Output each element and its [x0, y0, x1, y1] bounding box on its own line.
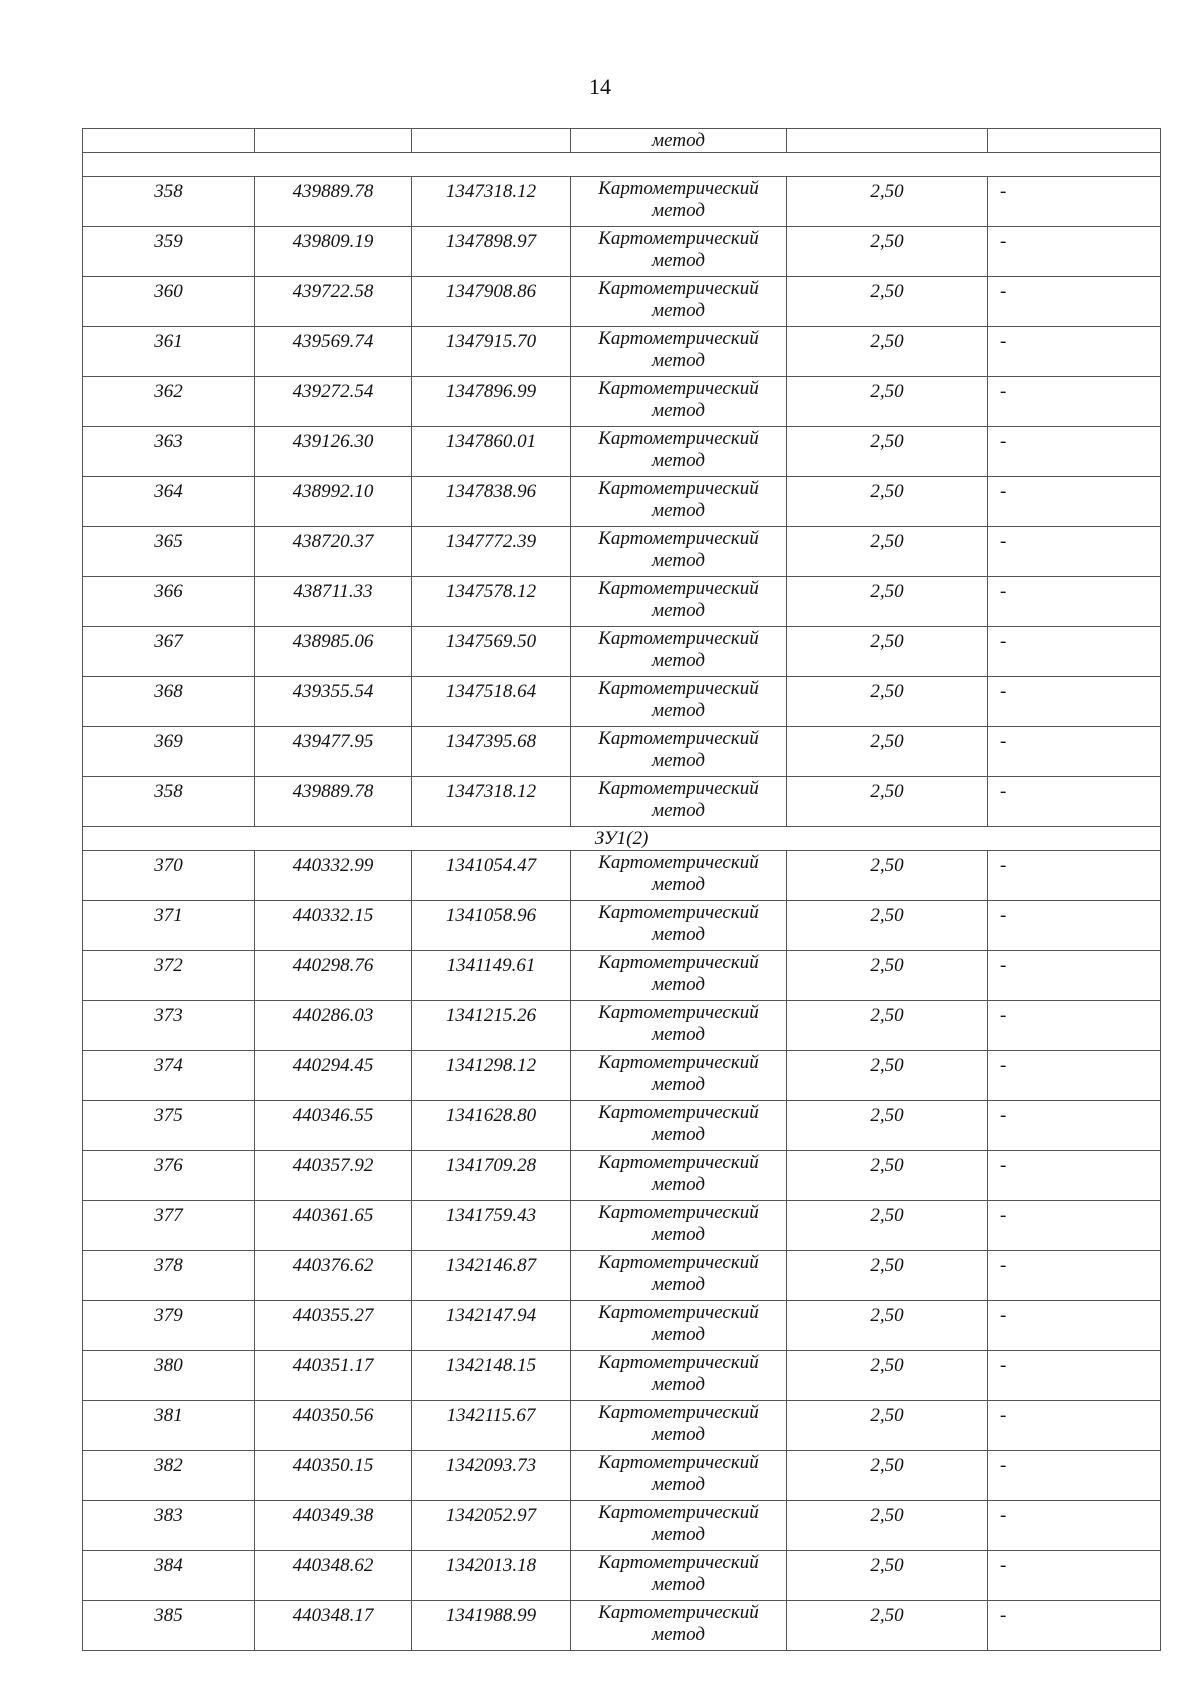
y-coordinate: 1347318.12	[412, 777, 571, 827]
method-cell	[571, 1101, 787, 1151]
x-coordinate: 440351.17	[255, 1351, 412, 1401]
table-row	[83, 1601, 1161, 1651]
point-number: 358	[83, 177, 255, 227]
note-cell: -	[988, 627, 1161, 677]
note-cell: -	[988, 327, 1161, 377]
note-cell: -	[988, 1401, 1161, 1451]
note-cell: -	[988, 177, 1161, 227]
note-cell: -	[988, 1501, 1161, 1551]
table-row	[83, 1551, 1161, 1601]
method-cell	[571, 951, 787, 1001]
method-line-1: Картометрический	[598, 628, 759, 649]
x-coordinate: 440357.92	[255, 1151, 412, 1201]
y-coordinate: 1342093.73	[412, 1451, 571, 1501]
note-cell: -	[988, 1301, 1161, 1351]
method-cell	[571, 1451, 787, 1501]
method-cell	[571, 227, 787, 277]
x-coordinate: 439126.30	[255, 427, 412, 477]
method-line-1: Картометрический	[598, 1602, 759, 1623]
point-number: 377	[83, 1201, 255, 1251]
table-row	[83, 901, 1161, 951]
y-coordinate: 1347772.39	[412, 527, 571, 577]
x-coordinate: 440376.62	[255, 1251, 412, 1301]
y-coordinate: 1342147.94	[412, 1301, 571, 1351]
cell	[787, 129, 988, 153]
x-coordinate: 440355.27	[255, 1301, 412, 1351]
method-line-1: Картометрический	[598, 228, 759, 249]
table-row	[83, 1051, 1161, 1101]
method-line-1: Картометрический	[598, 428, 759, 449]
y-coordinate: 1341709.28	[412, 1151, 571, 1201]
x-coordinate: 440346.55	[255, 1101, 412, 1151]
accuracy-value: 2,50	[787, 1101, 988, 1151]
point-number: 370	[83, 851, 255, 901]
continuation-row	[83, 129, 1161, 153]
method-line-1: Картометрический	[598, 178, 759, 199]
method-cell	[571, 1551, 787, 1601]
table-row	[83, 1201, 1161, 1251]
x-coordinate: 439355.54	[255, 677, 412, 727]
method-line-1: Картометрический	[598, 578, 759, 599]
point-number: 365	[83, 527, 255, 577]
method-cell	[571, 727, 787, 777]
x-coordinate: 438992.10	[255, 477, 412, 527]
x-coordinate: 439272.54	[255, 377, 412, 427]
method-cell	[571, 1301, 787, 1351]
note-cell: -	[988, 277, 1161, 327]
method-cell	[571, 1251, 787, 1301]
page-number: 14	[589, 74, 611, 99]
x-coordinate: 439477.95	[255, 727, 412, 777]
method-cell	[571, 1051, 787, 1101]
method-line-2: метод	[652, 1624, 705, 1645]
note-cell: -	[988, 527, 1161, 577]
point-number: 368	[83, 677, 255, 727]
method-line-1: Картометрический	[598, 1552, 759, 1573]
table-row	[83, 427, 1161, 477]
method-line-2: метод	[652, 200, 705, 221]
table-row	[83, 177, 1161, 227]
method-line-1: Картометрический	[598, 278, 759, 299]
accuracy-value: 2,50	[787, 627, 988, 677]
method-line-2: метод	[652, 1474, 705, 1495]
table-row	[83, 277, 1161, 327]
note-cell: -	[988, 1051, 1161, 1101]
method-cell	[571, 1601, 787, 1651]
method-line-2: метод	[652, 1424, 705, 1445]
table-row	[83, 1301, 1161, 1351]
point-number: 384	[83, 1551, 255, 1601]
y-coordinate: 1341298.12	[412, 1051, 571, 1101]
y-coordinate: 1347860.01	[412, 427, 571, 477]
method-line-1: Картометрический	[598, 1152, 759, 1173]
method-line-2: метод	[652, 250, 705, 271]
method-line-1: Картометрический	[598, 852, 759, 873]
point-number: 374	[83, 1051, 255, 1101]
x-coordinate: 440361.65	[255, 1201, 412, 1251]
point-number: 383	[83, 1501, 255, 1551]
method-line-1: Картометрический	[598, 478, 759, 499]
x-coordinate: 440349.38	[255, 1501, 412, 1551]
y-coordinate: 1347578.12	[412, 577, 571, 627]
point-number: 385	[83, 1601, 255, 1651]
note-cell: -	[988, 677, 1161, 727]
method-line-2: метод	[652, 450, 705, 471]
section-label: ЗУ1(2)	[83, 827, 1161, 851]
method-cell	[571, 277, 787, 327]
note-cell: -	[988, 1201, 1161, 1251]
method-cell	[571, 577, 787, 627]
method-line-1: Картометрический	[598, 1102, 759, 1123]
accuracy-value: 2,50	[787, 1151, 988, 1201]
y-coordinate: 1347838.96	[412, 477, 571, 527]
table-row	[83, 577, 1161, 627]
accuracy-value: 2,50	[787, 1251, 988, 1301]
note-cell: -	[988, 1451, 1161, 1501]
note-cell: -	[988, 1601, 1161, 1651]
y-coordinate: 1347518.64	[412, 677, 571, 727]
accuracy-value: 2,50	[787, 277, 988, 327]
table-row	[83, 1501, 1161, 1551]
accuracy-value: 2,50	[787, 951, 988, 1001]
cell	[412, 129, 571, 153]
note-cell: -	[988, 777, 1161, 827]
method-cell	[571, 627, 787, 677]
blank-section-cell	[83, 153, 1161, 177]
table-row	[83, 477, 1161, 527]
x-coordinate: 439569.74	[255, 327, 412, 377]
method-line-1: Картометрический	[598, 902, 759, 923]
table-row	[83, 1451, 1161, 1501]
method-line-2: метод	[652, 1374, 705, 1395]
point-number: 378	[83, 1251, 255, 1301]
method-cell: метод	[571, 129, 787, 153]
coordinates-table	[82, 128, 1161, 1651]
method-line-1: Картометрический	[598, 1452, 759, 1473]
accuracy-value: 2,50	[787, 1301, 988, 1351]
y-coordinate: 1342013.18	[412, 1551, 571, 1601]
note-cell: -	[988, 227, 1161, 277]
method-line-2: метод	[652, 550, 705, 571]
y-coordinate: 1347898.97	[412, 227, 571, 277]
accuracy-value: 2,50	[787, 1351, 988, 1401]
accuracy-value: 2,50	[787, 777, 988, 827]
method-line-2: метод	[652, 500, 705, 521]
note-cell: -	[988, 577, 1161, 627]
point-number: 380	[83, 1351, 255, 1401]
method-line-1: Картометрический	[598, 952, 759, 973]
table-row	[83, 727, 1161, 777]
method-line-2: метод	[652, 300, 705, 321]
x-coordinate: 440332.15	[255, 901, 412, 951]
table-row	[83, 327, 1161, 377]
accuracy-value: 2,50	[787, 577, 988, 627]
note-cell: -	[988, 1551, 1161, 1601]
method-cell	[571, 677, 787, 727]
x-coordinate: 438985.06	[255, 627, 412, 677]
y-coordinate: 1347318.12	[412, 177, 571, 227]
table-row	[83, 527, 1161, 577]
method-line-2: метод	[652, 350, 705, 371]
method-line-2: метод	[652, 1024, 705, 1045]
method-line-1: Картометрический	[598, 378, 759, 399]
y-coordinate: 1347896.99	[412, 377, 571, 427]
y-coordinate: 1341058.96	[412, 901, 571, 951]
y-coordinate: 1347908.86	[412, 277, 571, 327]
method-cell	[571, 1001, 787, 1051]
note-cell: -	[988, 901, 1161, 951]
x-coordinate: 438711.33	[255, 577, 412, 627]
method-line-2: метод	[652, 1074, 705, 1095]
method-line-2: метод	[652, 1174, 705, 1195]
point-number: 379	[83, 1301, 255, 1351]
note-cell: -	[988, 377, 1161, 427]
method-line-2: метод	[652, 1574, 705, 1595]
table-row	[83, 851, 1161, 901]
x-coordinate: 440348.62	[255, 1551, 412, 1601]
method-line-1: Картометрический	[598, 1202, 759, 1223]
accuracy-value: 2,50	[787, 1201, 988, 1251]
accuracy-value: 2,50	[787, 527, 988, 577]
y-coordinate: 1341988.99	[412, 1601, 571, 1651]
method-line-1: Картометрический	[598, 1302, 759, 1323]
point-number: 369	[83, 727, 255, 777]
point-number: 381	[83, 1401, 255, 1451]
x-coordinate: 438720.37	[255, 527, 412, 577]
point-number: 373	[83, 1001, 255, 1051]
x-coordinate: 440298.76	[255, 951, 412, 1001]
accuracy-value: 2,50	[787, 1051, 988, 1101]
accuracy-value: 2,50	[787, 901, 988, 951]
point-number: 363	[83, 427, 255, 477]
method-line-1: Картометрический	[598, 328, 759, 349]
table-row	[83, 1001, 1161, 1051]
method-line-2: метод	[652, 1524, 705, 1545]
y-coordinate: 1342052.97	[412, 1501, 571, 1551]
note-cell: -	[988, 727, 1161, 777]
method-line-2: метод	[652, 600, 705, 621]
table-row	[83, 777, 1161, 827]
y-coordinate: 1341759.43	[412, 1201, 571, 1251]
section-header-row	[83, 827, 1161, 851]
x-coordinate: 439889.78	[255, 177, 412, 227]
method-line-1: Картометрический	[598, 1002, 759, 1023]
method-line-2: метод	[652, 924, 705, 945]
point-number: 375	[83, 1101, 255, 1151]
method-cell	[571, 1351, 787, 1401]
method-cell	[571, 427, 787, 477]
accuracy-value: 2,50	[787, 227, 988, 277]
method-cell	[571, 1501, 787, 1551]
accuracy-value: 2,50	[787, 1501, 988, 1551]
note-cell: -	[988, 477, 1161, 527]
method-line-2: метод	[652, 1274, 705, 1295]
accuracy-value: 2,50	[787, 427, 988, 477]
point-number: 367	[83, 627, 255, 677]
method-line-2: метод	[652, 974, 705, 995]
accuracy-value: 2,50	[787, 177, 988, 227]
method-cell	[571, 527, 787, 577]
y-coordinate: 1341149.61	[412, 951, 571, 1001]
y-coordinate: 1347915.70	[412, 327, 571, 377]
point-number: 360	[83, 277, 255, 327]
method-line-1: Картометрический	[598, 728, 759, 749]
accuracy-value: 2,50	[787, 327, 988, 377]
table-row	[83, 227, 1161, 277]
note-cell: -	[988, 427, 1161, 477]
method-line-2: метод	[652, 874, 705, 895]
x-coordinate: 440348.17	[255, 1601, 412, 1651]
x-coordinate: 440294.45	[255, 1051, 412, 1101]
point-number: 362	[83, 377, 255, 427]
method-cell	[571, 477, 787, 527]
accuracy-value: 2,50	[787, 1451, 988, 1501]
method-line-2: метод	[652, 1324, 705, 1345]
point-number: 359	[83, 227, 255, 277]
table-row	[83, 377, 1161, 427]
y-coordinate: 1341628.80	[412, 1101, 571, 1151]
method-cell	[571, 327, 787, 377]
note-cell: -	[988, 1351, 1161, 1401]
table-row	[83, 1351, 1161, 1401]
y-coordinate: 1342148.15	[412, 1351, 571, 1401]
table-row	[83, 627, 1161, 677]
accuracy-value: 2,50	[787, 1551, 988, 1601]
accuracy-value: 2,50	[787, 1001, 988, 1051]
table-row	[83, 1101, 1161, 1151]
point-number: 364	[83, 477, 255, 527]
method-line-2: метод	[652, 400, 705, 421]
note-cell: -	[988, 851, 1161, 901]
method-line-2: метод	[652, 750, 705, 771]
method-line-1: Картометрический	[598, 1252, 759, 1273]
table-row	[83, 1401, 1161, 1451]
method-cell	[571, 901, 787, 951]
x-coordinate: 440286.03	[255, 1001, 412, 1051]
method-line-1: Картометрический	[598, 528, 759, 549]
method-cell	[571, 851, 787, 901]
method-cell	[571, 1201, 787, 1251]
accuracy-value: 2,50	[787, 1401, 988, 1451]
method-line-2: метод	[652, 800, 705, 821]
note-cell: -	[988, 951, 1161, 1001]
x-coordinate: 439809.19	[255, 227, 412, 277]
x-coordinate: 439889.78	[255, 777, 412, 827]
y-coordinate: 1341215.26	[412, 1001, 571, 1051]
accuracy-value: 2,50	[787, 1601, 988, 1651]
method-line-2: метод	[652, 650, 705, 671]
point-number: 382	[83, 1451, 255, 1501]
method-line-1: Картометрический	[598, 1402, 759, 1423]
accuracy-value: 2,50	[787, 727, 988, 777]
accuracy-value: 2,50	[787, 851, 988, 901]
table-row	[83, 1251, 1161, 1301]
x-coordinate: 439722.58	[255, 277, 412, 327]
method-cell	[571, 377, 787, 427]
table-row	[83, 1151, 1161, 1201]
method-line-1: Картометрический	[598, 1352, 759, 1373]
cell	[83, 129, 255, 153]
accuracy-value: 2,50	[787, 677, 988, 727]
point-number: 372	[83, 951, 255, 1001]
method-line-1: Картометрический	[598, 778, 759, 799]
point-number: 361	[83, 327, 255, 377]
y-coordinate: 1342146.87	[412, 1251, 571, 1301]
method-cell	[571, 1151, 787, 1201]
method-line-1: Картометрический	[598, 1052, 759, 1073]
note-cell: -	[988, 1001, 1161, 1051]
x-coordinate: 440350.56	[255, 1401, 412, 1451]
method-cell	[571, 777, 787, 827]
y-coordinate: 1341054.47	[412, 851, 571, 901]
y-coordinate: 1347395.68	[412, 727, 571, 777]
cell	[255, 129, 412, 153]
point-number: 358	[83, 777, 255, 827]
point-number: 376	[83, 1151, 255, 1201]
method-line-2: метод	[652, 1224, 705, 1245]
y-coordinate: 1342115.67	[412, 1401, 571, 1451]
point-number: 366	[83, 577, 255, 627]
table-row	[83, 677, 1161, 727]
accuracy-value: 2,50	[787, 377, 988, 427]
accuracy-value: 2,50	[787, 477, 988, 527]
method-line-1: Картометрический	[598, 678, 759, 699]
method-line-2: метод	[652, 1124, 705, 1145]
cell	[988, 129, 1161, 153]
y-coordinate: 1347569.50	[412, 627, 571, 677]
method-cell	[571, 1401, 787, 1451]
note-cell: -	[988, 1151, 1161, 1201]
method-cell	[571, 177, 787, 227]
table-row	[83, 951, 1161, 1001]
point-number: 371	[83, 901, 255, 951]
method-line-1: Картометрический	[598, 1502, 759, 1523]
x-coordinate: 440350.15	[255, 1451, 412, 1501]
coordinates-table-body	[83, 129, 1161, 1651]
blank-section-row	[83, 153, 1161, 177]
method-line-2: метод	[652, 700, 705, 721]
note-cell: -	[988, 1251, 1161, 1301]
x-coordinate: 440332.99	[255, 851, 412, 901]
note-cell: -	[988, 1101, 1161, 1151]
